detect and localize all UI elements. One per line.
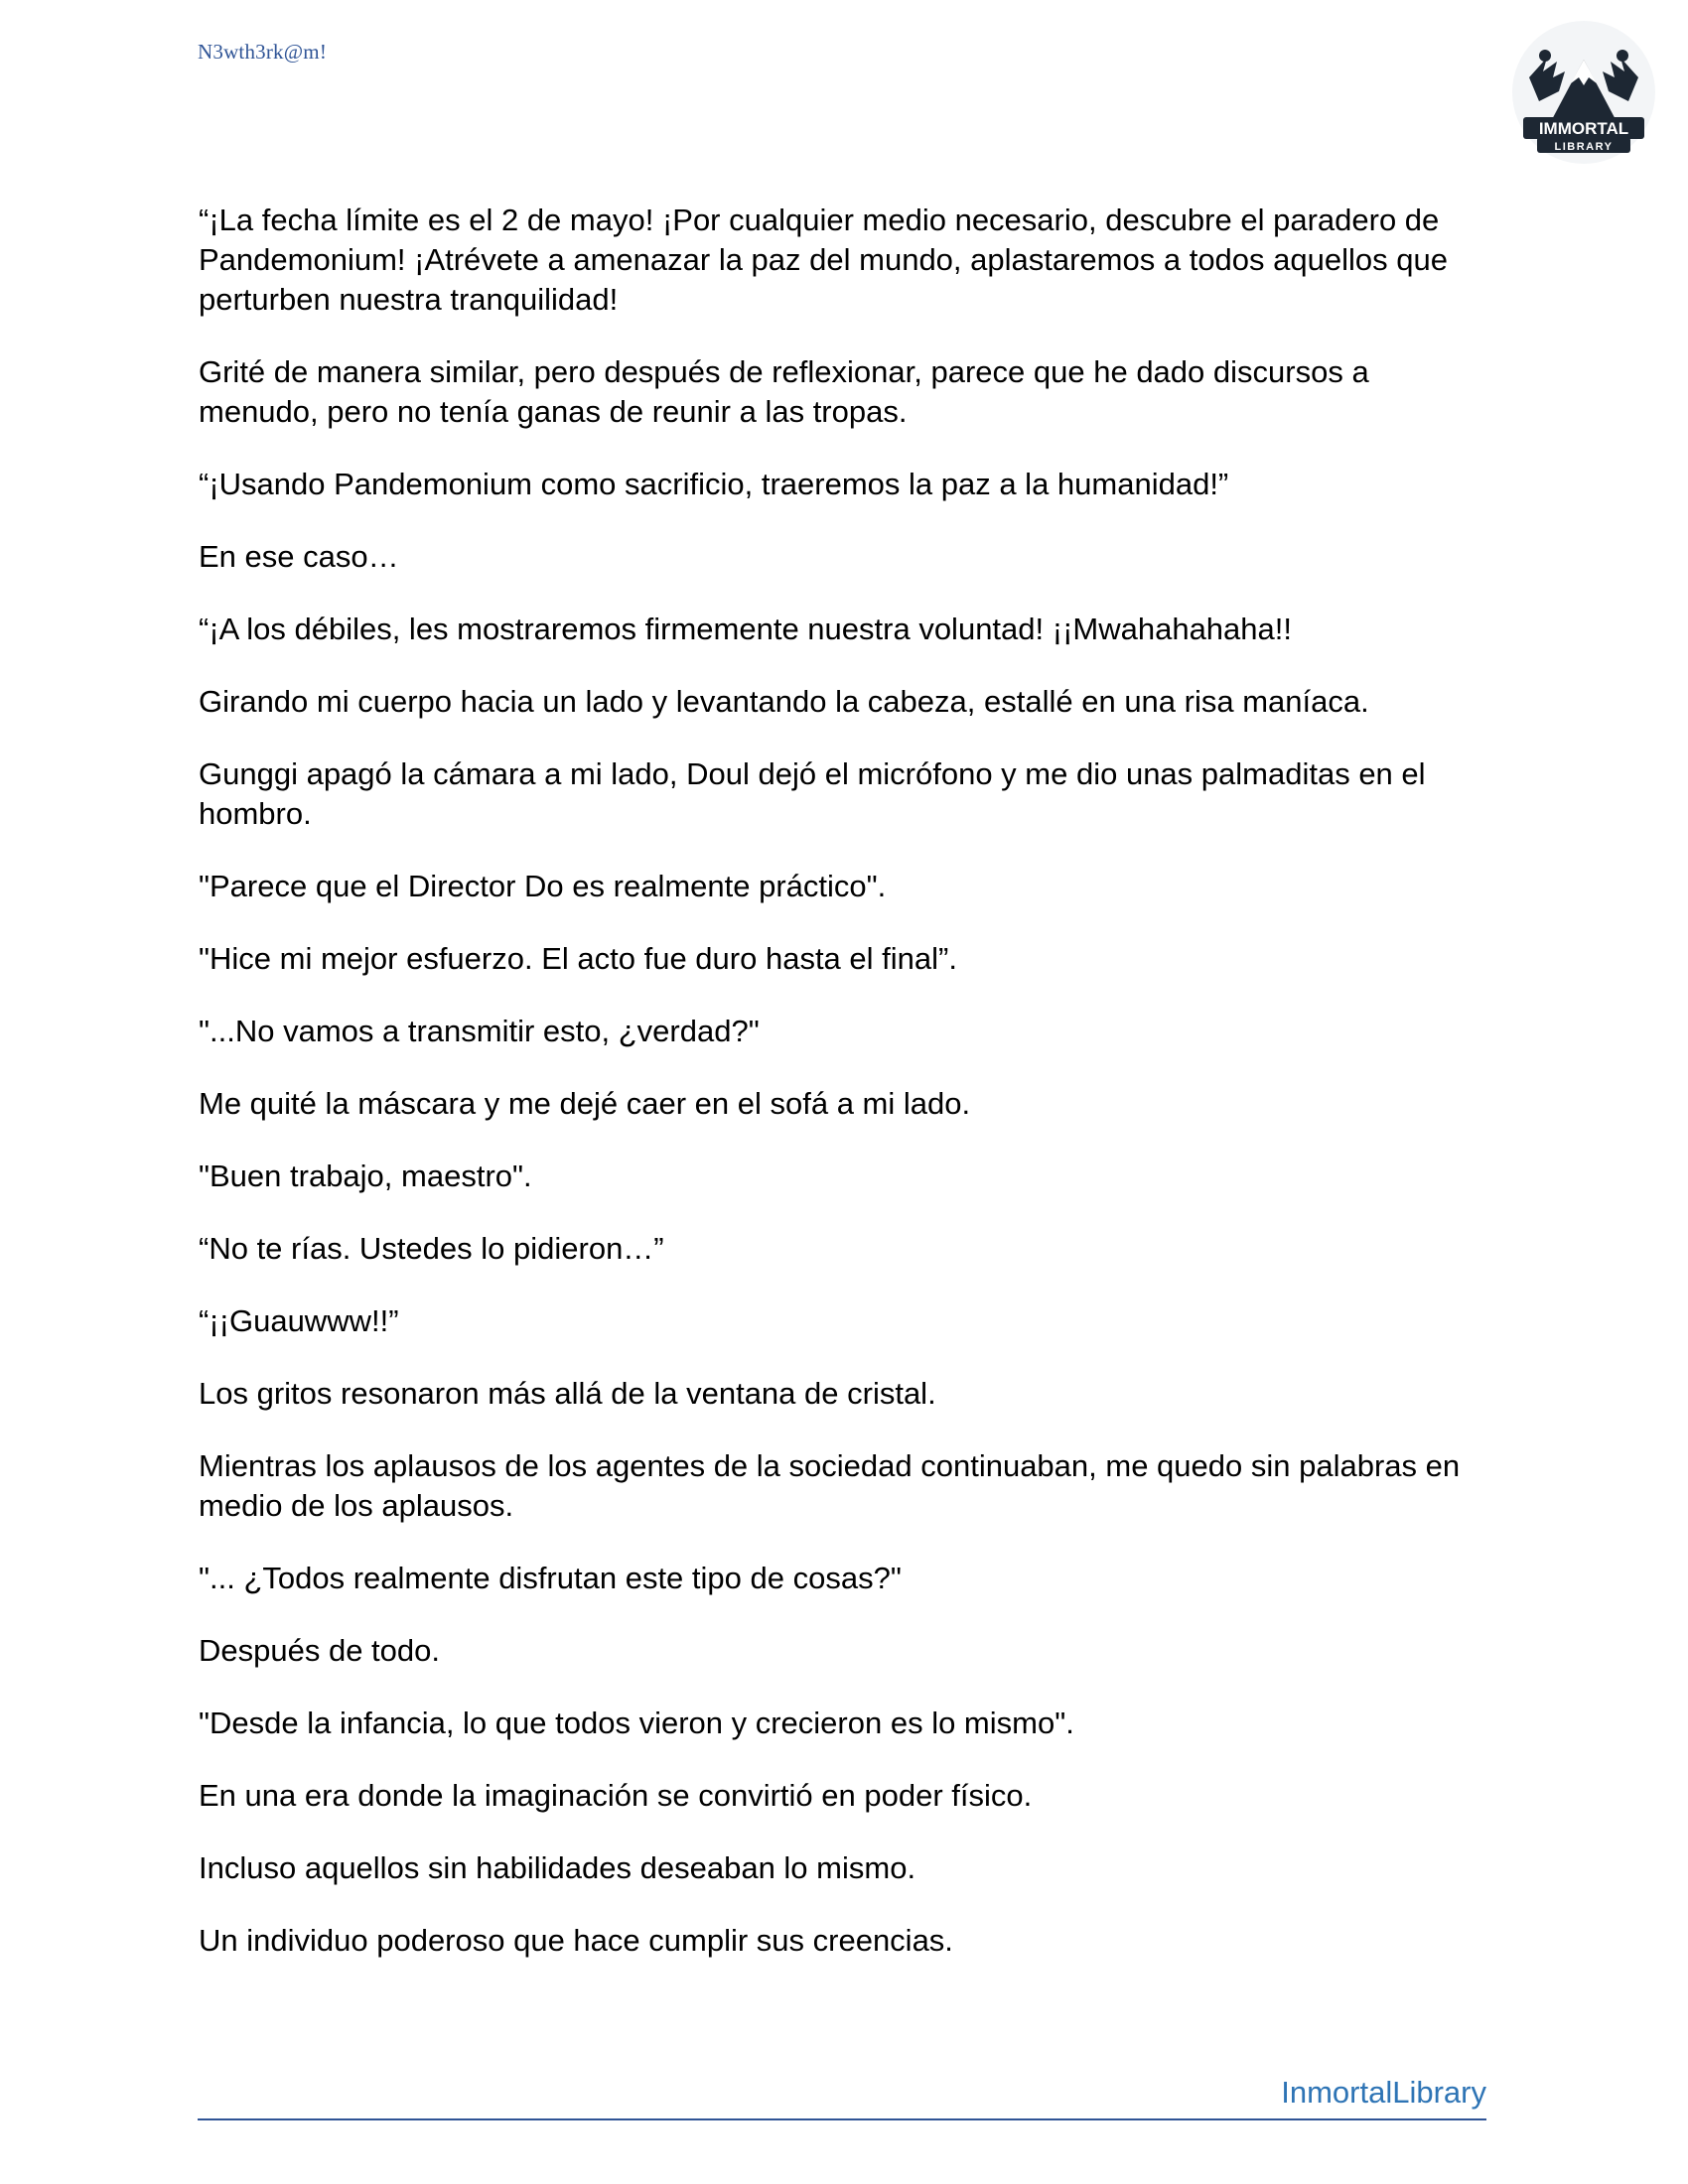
paragraph: "... ¿Todos realmente disfrutan este tipo de cosas?" — [199, 1561, 902, 1595]
paragraph: "Desde la infancia, lo que todos vieron y crecieron es lo mismo". — [199, 1706, 1074, 1740]
paragraph: En ese caso… — [199, 539, 399, 574]
footer-library-link[interactable]: InmortalLibrary — [1281, 2075, 1486, 2110]
paragraph: Me quité la máscara y me dejé caer en el sofá a mi lado. — [199, 1086, 971, 1121]
paragraph: Después de todo. — [199, 1633, 441, 1668]
paragraph: “¡¡Guauwww!!” — [199, 1303, 399, 1338]
paragraph: Un individuo poderoso que hace cumplir sus creencias. — [199, 1923, 953, 1958]
logo-text-top: IMMORTAL — [1538, 119, 1629, 138]
document-body — [199, 201, 1489, 1993]
paragraph: "Hice mi mejor esfuerzo. El acto fue duro hasta el final”. — [199, 941, 957, 976]
paragraph: Incluso aquellos sin habilidades deseaban lo mismo. — [199, 1850, 916, 1885]
paragraph: “No te rías. Ustedes lo pidieron…” — [199, 1231, 664, 1266]
paragraph: “¡A los débiles, les mostraremos firmemente nuestra voluntad! ¡¡Mwahahahaha!! — [199, 612, 1292, 646]
page-footer — [198, 2075, 1486, 2120]
paragraph: “¡Usando Pandemonium como sacrificio, traeremos la paz a la humanidad!” — [199, 467, 1229, 501]
paragraph: Gunggi apagó la cámara a mi lado, Doul dejó el micrófono y me dio unas palmaditas en el hombro. — [199, 756, 1426, 831]
dragon-mountain-logo-icon — [1509, 18, 1658, 167]
paragraph: "Buen trabajo, maestro". — [199, 1159, 532, 1193]
immortal-library-logo — [1509, 18, 1658, 167]
paragraph: "Parece que el Director Do es realmente práctico". — [199, 869, 887, 903]
logo-text-bottom: LIBRARY — [1554, 141, 1614, 153]
paragraph: En una era donde la imaginación se convirtió en poder físico. — [199, 1778, 1033, 1813]
paragraph: Los gritos resonaron más allá de la ventana de cristal. — [199, 1376, 936, 1411]
paragraph: "...No vamos a transmitir esto, ¿verdad?" — [199, 1014, 760, 1048]
paragraph: Girando mi cuerpo hacia un lado y levantando la cabeza, estallé en una risa maníaca. — [199, 684, 1369, 719]
page-header-watermark: N3wth3rk@m! — [198, 40, 328, 64]
paragraph: Mientras los aplausos de los agentes de la sociedad continuaban, me quedo sin palabras en medio de los aplausos. — [199, 1448, 1461, 1523]
paragraph: “¡La fecha límite es el 2 de mayo! ¡Por cualquier medio necesario, descubre el paradero de Pandemonium! ¡Atrévete a amenazar la paz del mundo, aplastaremos a todos aquellos que perturben nuestra tranquilidad! — [199, 203, 1448, 317]
paragraph: Grité de manera similar, pero después de reflexionar, parece que he dado discursos a menudo, pero no tenía ganas de reunir a las tropas. — [199, 354, 1369, 429]
